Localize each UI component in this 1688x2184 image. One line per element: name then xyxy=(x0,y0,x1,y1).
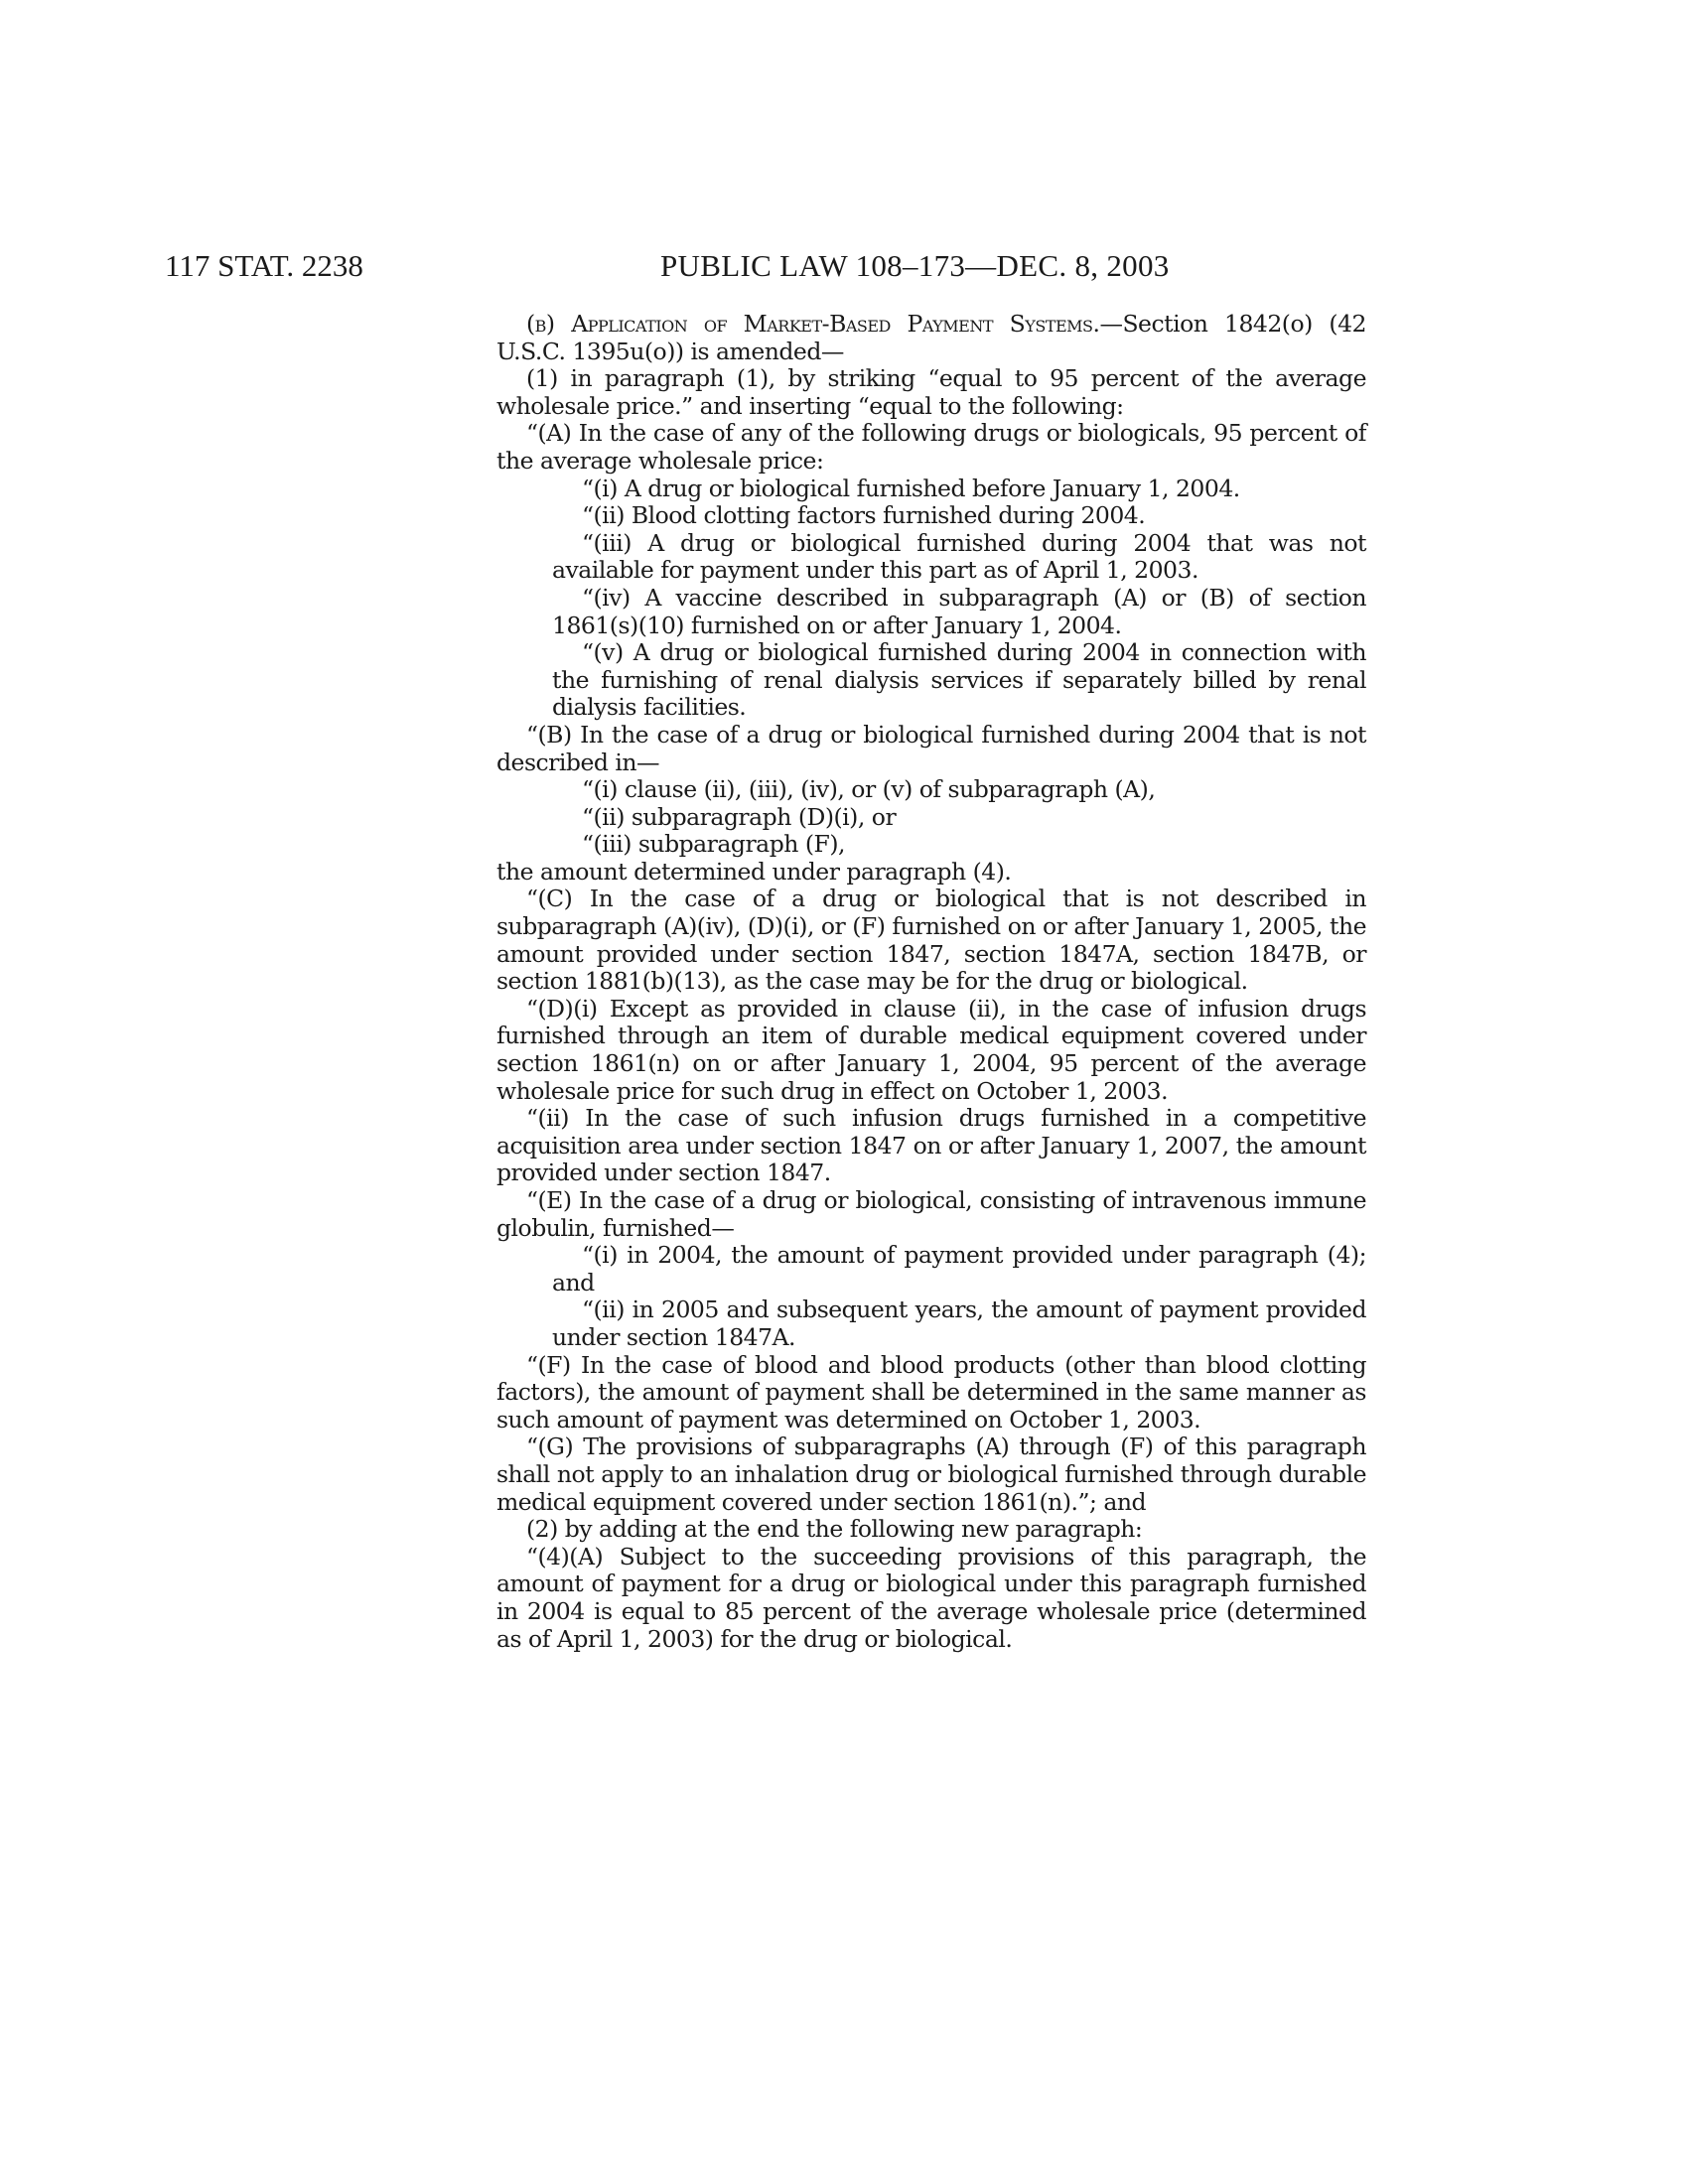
public-law-citation: PUBLIC LAW 108–173—DEC. 8, 2003 xyxy=(660,248,1170,283)
subsection-b-heading: (b) Application of Market-Based Payment Systems. xyxy=(526,310,1100,338)
clause-a-iv: “(iv) A vaccine described in subparagraph (A) or (B) of section 1861(s)(10) furnished on or after January 1, 2004. xyxy=(552,583,1366,639)
subparagraph-c: “(C) In the case of a drug or biological that is not described in subparagraph (A)(iv), (D)(i), or (F) furnished on or after January 1, 2005, the amount provided under section 1847, section 1847A, section 1847B, or section 1881(b)(13), as the case may be for the drug or biological. xyxy=(496,885,1366,996)
subsection-b-text: —Section 1842(o) (42 U.S.C. 1395u(o)) is amended— xyxy=(496,310,1366,365)
subparagraph-b-tail: the amount determined under paragraph (4). xyxy=(496,857,1012,886)
clause-a-v: “(v) A drug or biological furnished during 2004 in connection with the furnishing of renal dialysis services if separately billed by renal dialysis facilities. xyxy=(552,638,1366,722)
paragraph-1: (1) in paragraph (1), by striking “equal to 95 percent of the average wholesale price.” and inserting “equal to the following: xyxy=(496,364,1366,420)
clause-b-i: “(i) clause (ii), (iii), (iv), or (v) of subparagraph (A), xyxy=(582,775,1156,804)
subparagraph-a: “(A) In the case of any of the following drugs or biologicals, 95 percent of the average wholesale price: xyxy=(496,419,1366,475)
clause-e-ii: “(ii) in 2005 and subsequent years, the amount of payment provided under section 1847A. xyxy=(552,1296,1366,1351)
subparagraph-f: “(F) In the case of blood and blood products (other than blood clotting factors), the amount of payment shall be determined in the same manner as such amount of payment was determined on October 1, 2003. xyxy=(496,1350,1366,1433)
subparagraph-e: “(E) In the case of a drug or biological, consisting of intravenous immune globulin, furnished— xyxy=(496,1186,1366,1242)
subparagraph-d-ii: “(ii) In the case of such infusion drugs furnished in a competitive acquisition area under section 1847 on or after January 1, 2007, the amount provided under section 1847. xyxy=(496,1104,1366,1187)
clause-b-iii: “(iii) subparagraph (F), xyxy=(582,830,845,859)
subparagraph-b: “(B) In the case of a drug or biological furnished during 2004 that is not described in— xyxy=(496,720,1366,776)
clause-a-i: “(i) A drug or biological furnished before January 1, 2004. xyxy=(582,474,1240,502)
paragraph-2: (2) by adding at the end the following new paragraph: xyxy=(526,1515,1143,1544)
clause-b-ii: “(ii) subparagraph (D)(i), or xyxy=(582,802,897,831)
subparagraph-g: “(G) The provisions of subparagraphs (A) through (F) of this paragraph shall not apply to an inhalation drug or biological furnished through durable medical equipment covered under section 1861(n).”; and xyxy=(496,1433,1366,1516)
page-header xyxy=(0,248,1688,288)
subsection-b xyxy=(496,311,1366,365)
document-body xyxy=(496,311,1366,1653)
clause-a-ii: “(ii) Blood clotting factors furnished during 2004. xyxy=(582,501,1146,530)
clause-a-iii: “(iii) A drug or biological furnished during 2004 that was not available for payment under this part as of April 1, 2003. xyxy=(552,528,1366,585)
paragraph-4-a: “(4)(A) Subject to the succeeding provisions of this paragraph, the amount of payment for a drug or biological under this paragraph furnished in 2004 is equal to 85 percent of the average wholesale price (determined as of April 1, 2003) for the drug or biological. xyxy=(496,1542,1366,1653)
subparagraph-d-i: “(D)(i) Except as provided in clause (ii), in the case of infusion drugs furnished through an item of durable medical equipment covered under section 1861(n) on or after January 1, 2004, 95 percent of the average wholesale price for such drug in effect on October 1, 2003. xyxy=(496,994,1366,1105)
clause-e-i: “(i) in 2004, the amount of payment provided under paragraph (4); and xyxy=(552,1241,1366,1297)
stat-page-number: 117 STAT. 2238 xyxy=(165,248,363,283)
